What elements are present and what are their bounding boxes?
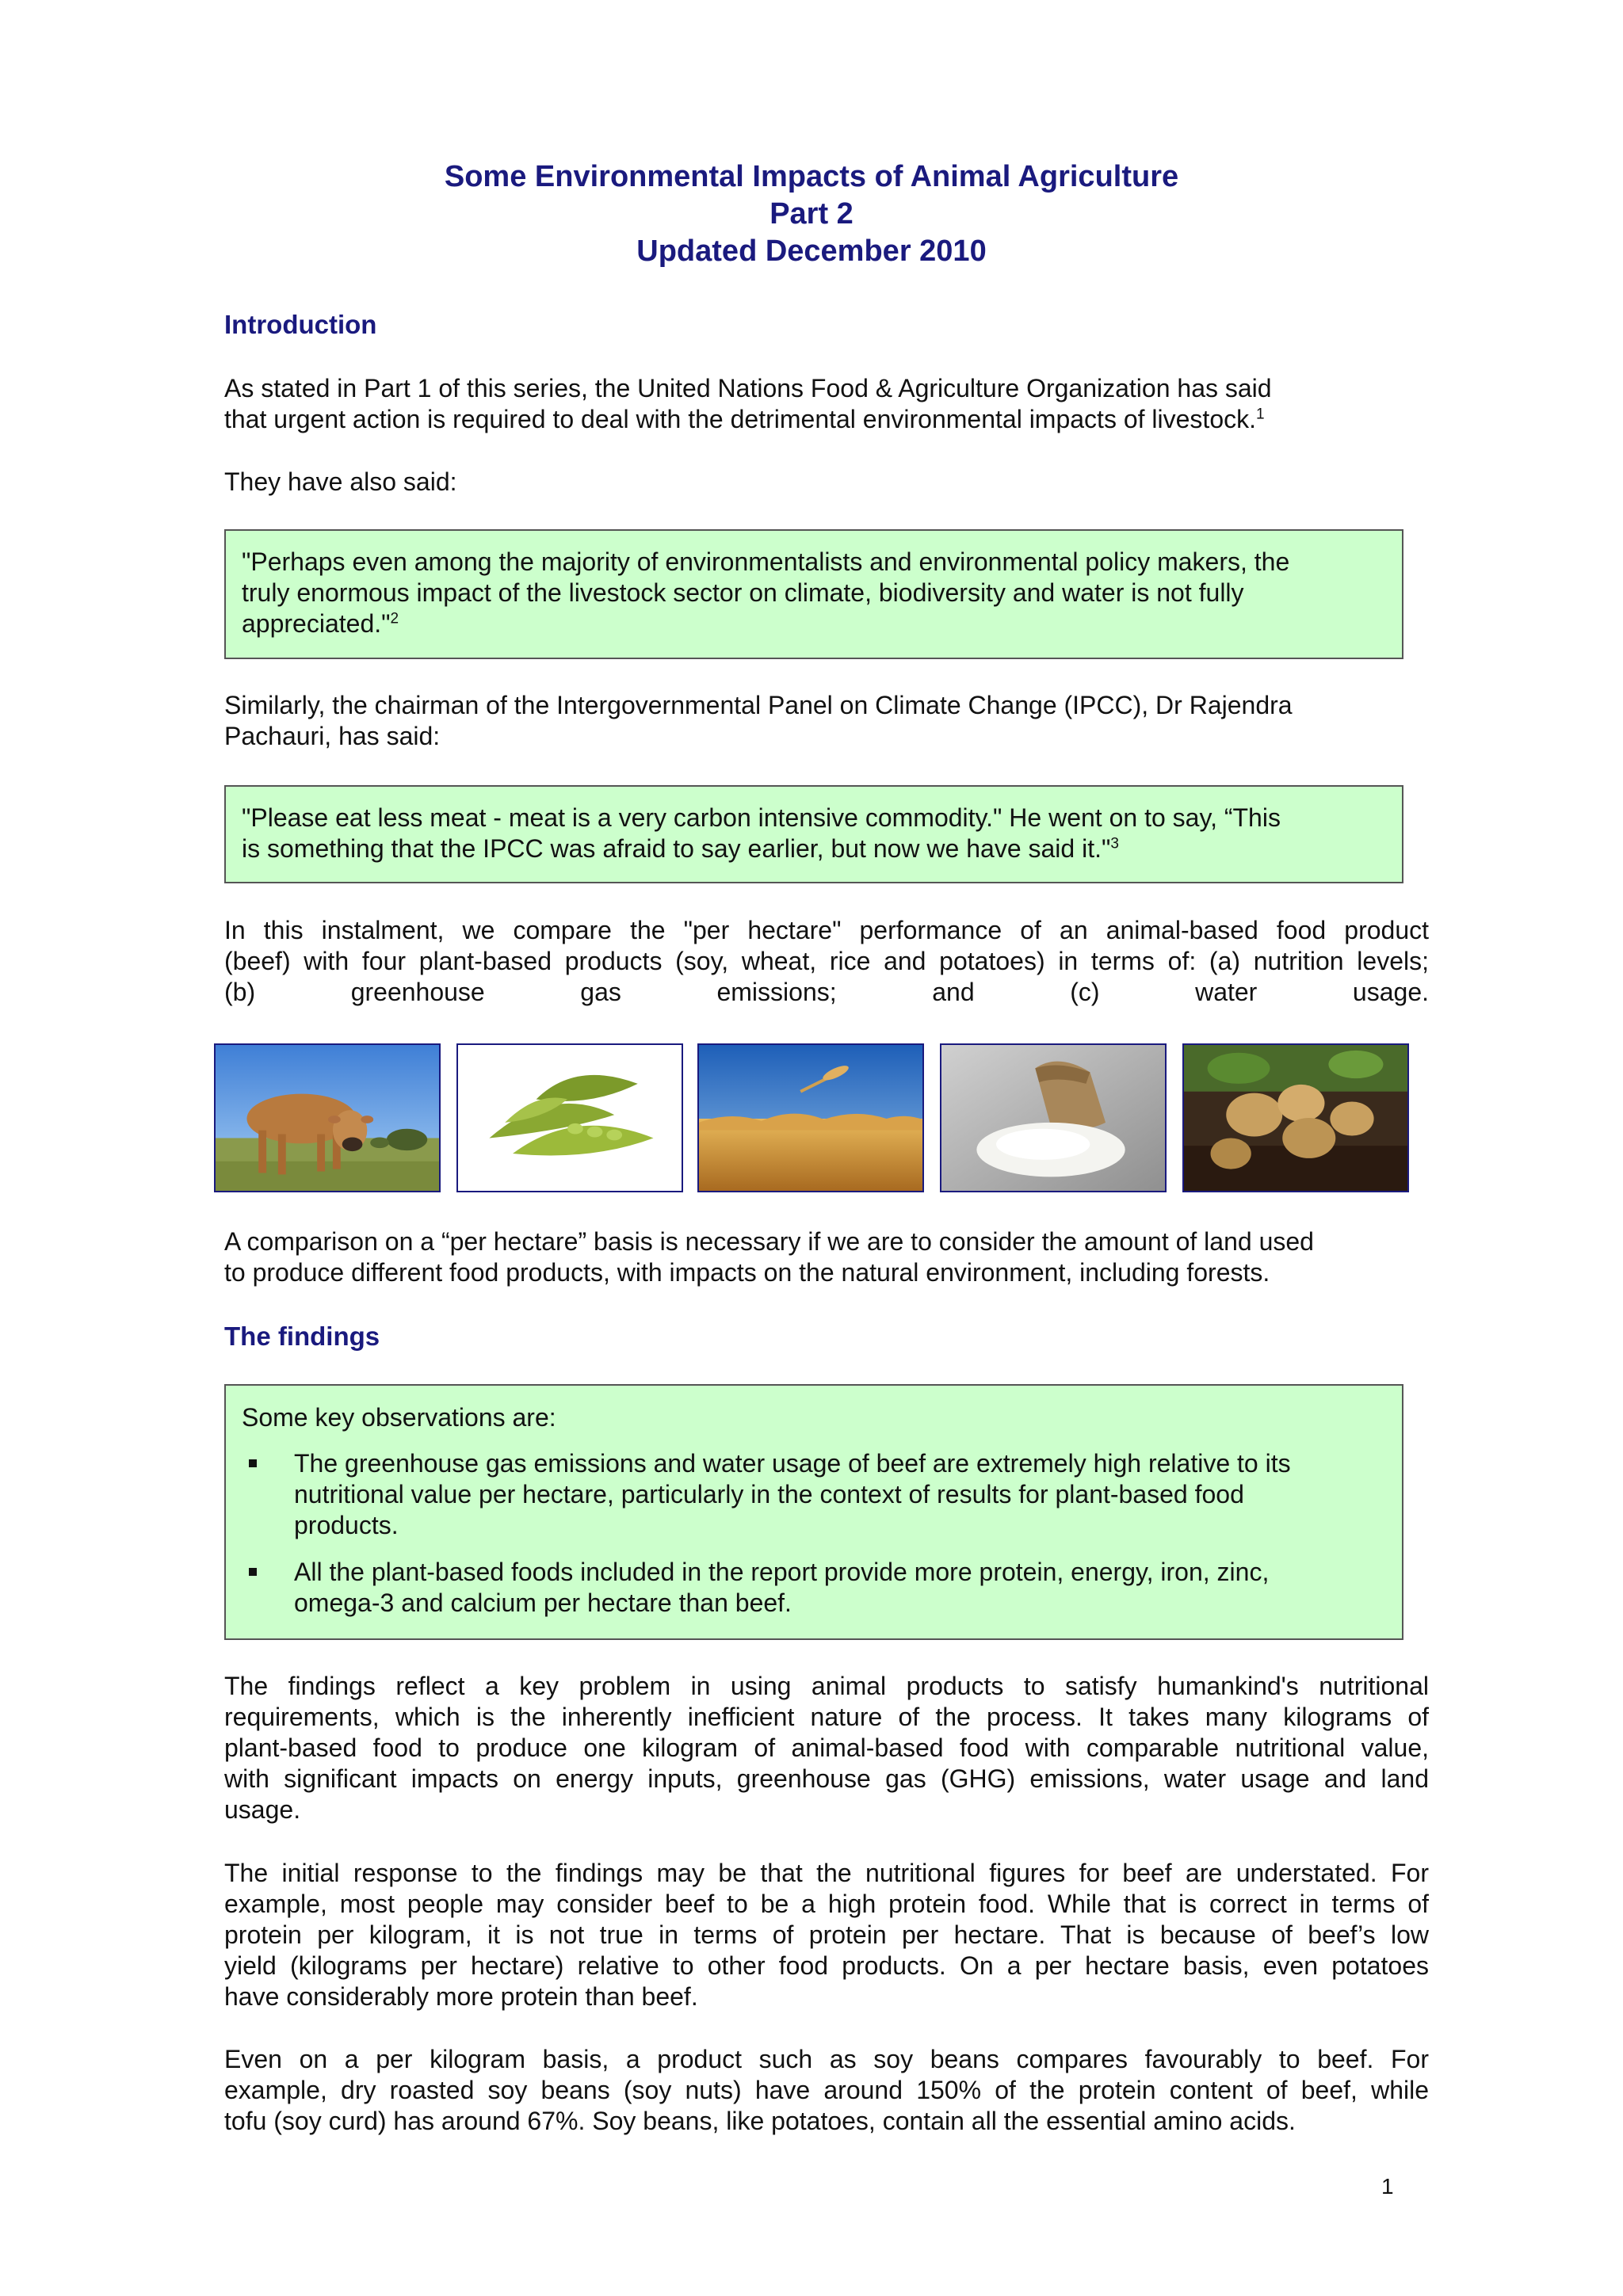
chairman-line-1: Similarly, the chairman of the Intergovernmental Panel on Climate Change (IPCC), Dr Rajendra [224,691,1293,719]
initial-line-4: yield (kilograms per hectare) relative to other food products. On a per hectare basis, even potatoes [224,1951,1429,1980]
document-title [0,158,1623,270]
reflect-line-4: with significant impacts on energy inputs, greenhouse gas (GHG) emissions, water usage and land [224,1764,1429,1793]
intro-paragraph [224,373,1429,435]
key-observations-box [224,1384,1403,1640]
initial-line-2: example, most people may consider beef to be a high protein food. While that is correct in terms of [224,1890,1429,1918]
initial-response-paragraph [224,1858,1429,2012]
intro-line-1: As stated in Part 1 of this series, the United Nations Food & Agriculture Organization has said [224,374,1272,402]
observation-bullet-1-text [294,1448,1291,1541]
fao-quote-line-2: truly enormous impact of the livestock sector on climate, biodiversity and water is not fully [242,578,1244,607]
even-line-1: Even on a per kilogram basis, a product such as soy beans compares favourably to beef. For [224,2045,1429,2073]
findings-reflect-paragraph [224,1671,1429,1825]
observations-intro: Some key observations are: [242,1403,556,1432]
instalment-line-2: (beef) with four plant-based products (soy, wheat, rice and potatoes) in terms of: (a) nutrition levels; [224,947,1429,975]
page-number: 1 [1381,2174,1394,2199]
initial-line-3: protein per kilogram, it is not true in terms of protein per hectare. That is because of beef’s low [224,1920,1429,1949]
per-kilogram-paragraph [224,2044,1429,2137]
instalment-line-3: (b) greenhouse gas emissions; and (c) water usage. [224,978,1429,1006]
findings-heading: The findings [224,1322,380,1351]
introduction-heading: Introduction [224,310,377,339]
comparison-line-1: A comparison on a “per hectare” basis is necessary if we are to consider the amount of land used [224,1227,1314,1256]
they-said-paragraph: They have also said: [224,467,457,496]
initial-line-1: The initial response to the findings may be that the nutritional figures for beef are understated. For [224,1859,1429,1887]
instalment-paragraph [224,915,1429,1008]
fao-quote-line-3-text: appreciated." [242,609,391,638]
fao-quote-line-3 [242,608,1289,639]
footnote-ref-1: 1 [1256,406,1265,423]
potato-photo [1182,1043,1409,1192]
food-photo-strip [214,1043,1411,1194]
chairman-paragraph [224,690,1429,752]
cow-photo [214,1043,441,1192]
title-line-3: Updated December 2010 [636,235,987,268]
fao-quote-line-1: "Perhaps even among the majority of environmentalists and environmental policy makers, the [242,547,1290,576]
bullet1-line-1: The greenhouse gas emissions and water usage of beef are extremely high relative to its [294,1449,1291,1478]
comparison-line-2: to produce different food products, with impacts on the natural environment, including forests. [224,1258,1270,1287]
fao-quote-text [242,547,1289,639]
bullet1-line-3: products. [294,1511,399,1539]
bullet-square-icon [249,1568,257,1576]
even-line-3: tofu (soy curd) has around 67%. Soy beans, like potatoes, contain all the essential amino acids. [224,2107,1296,2135]
ipcc-quote-line-2 [242,833,1281,864]
even-line-2: example, dry roasted soy beans (soy nuts) have around 150% of the protein content of beef, while [224,2076,1429,2104]
observation-bullet-2-text [294,1557,1269,1619]
rice-photo [940,1043,1167,1192]
intro-line-2-text: that urgent action is required to deal with the detrimental environmental impacts of livestock. [224,405,1256,433]
reflect-line-3: plant-based food to produce one kilogram of animal-based food with comparable nutritional value, [224,1733,1429,1762]
chairman-line-2: Pachauri, has said: [224,722,441,750]
title-line-1: Some Environmental Impacts of Animal Agriculture [444,160,1179,193]
ipcc-quote-box [224,785,1403,883]
reflect-line-2: requirements, which is the inherently inefficient nature of the process. It takes many kilograms of [224,1703,1429,1731]
bullet2-line-1: All the plant-based foods included in the report provide more protein, energy, iron, zinc, [294,1558,1270,1586]
bullet-square-icon [249,1459,257,1467]
title-line-2: Part 2 [769,197,854,231]
footnote-ref-2: 2 [390,610,399,627]
fao-quote-box [224,529,1403,659]
ipcc-quote-line-1: "Please eat less meat - meat is a very carbon intensive commodity." He went on to say, “This [242,803,1281,832]
footnote-ref-3: 3 [1110,835,1119,852]
instalment-line-1: In this instalment, we compare the "per hectare" performance of an animal-based food product [224,916,1429,944]
bullet1-line-2: nutritional value per hectare, particularly in the context of results for plant-based food [294,1480,1244,1508]
ipcc-quote-line-2-text: is something that the IPCC was afraid to say earlier, but now we have said it." [242,834,1111,863]
ipcc-quote-text [242,803,1281,864]
reflect-line-1: The findings reflect a key problem in using animal products to satisfy humankind's nutritional [224,1672,1429,1700]
initial-line-5: have considerably more protein than beef. [224,1982,698,2011]
soybean-photo [456,1043,683,1192]
reflect-line-5: usage. [224,1795,301,1824]
intro-line-2 [224,404,1429,435]
wheat-photo [697,1043,924,1192]
bullet2-line-2: omega-3 and calcium per hectare than beef. [294,1589,792,1617]
comparison-paragraph [224,1226,1429,1288]
